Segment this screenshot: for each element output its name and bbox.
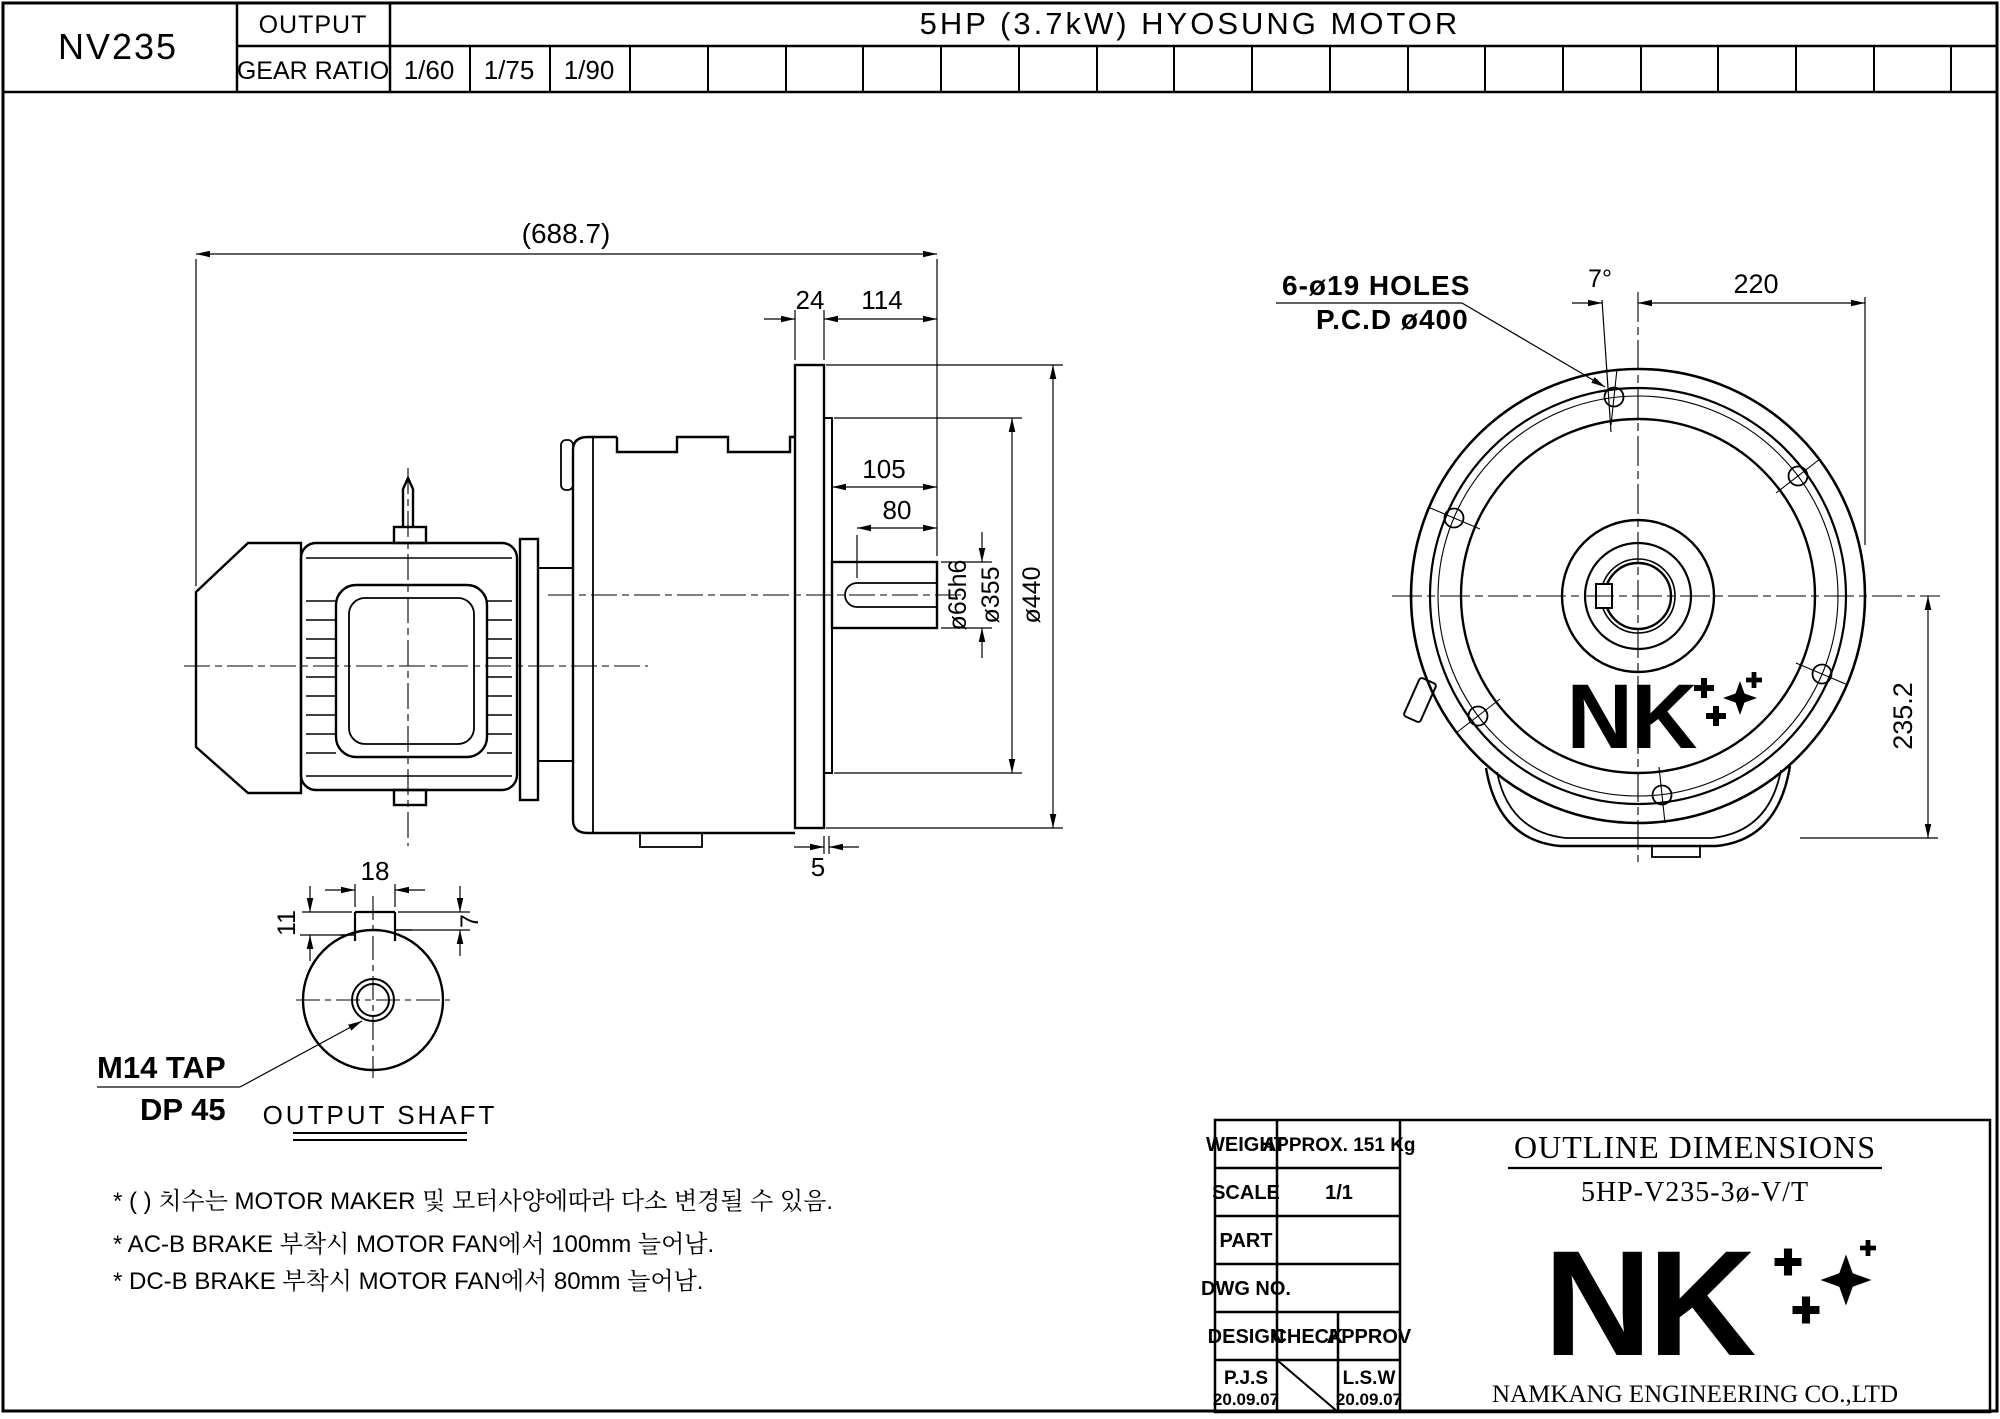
- approv-label: APPROV: [1326, 1326, 1412, 1348]
- dim-shaft-dia: ø65h6: [944, 559, 972, 631]
- gear-ratio-1-75: 1/75: [483, 55, 535, 85]
- dim-spigot-dia: ø355: [977, 566, 1005, 624]
- tap-depth-label: DP 45: [140, 1092, 226, 1127]
- company-name: NAMKANG ENGINEERING CO.,LTD: [1492, 1381, 1898, 1408]
- title-logo-sparkles: [1775, 1240, 1877, 1324]
- model-code: NV235: [57, 26, 179, 67]
- side-view: [184, 254, 1063, 854]
- design-label: DESIGN: [1207, 1326, 1285, 1348]
- output-label: OUTPUT: [258, 11, 368, 39]
- dim-114: 114: [861, 285, 903, 315]
- weight-value: APPROX. 151 Kg: [1262, 1135, 1416, 1156]
- dim-flange-dia: ø440: [1018, 566, 1046, 624]
- design-date: 20.09.07: [1212, 1390, 1280, 1409]
- motor-spec: 5HP (3.7kW) HYOSUNG MOTOR: [919, 6, 1461, 41]
- dim-overall: (688.7): [521, 218, 611, 249]
- dwg-label: DWG NO.: [1201, 1278, 1291, 1300]
- gearbox-housing: [561, 437, 795, 847]
- output-flange: [795, 365, 824, 828]
- drawing-subtitle: 5HP-V235-3ø-V/T: [1580, 1177, 1810, 1208]
- terminal-frame-inner: [349, 598, 474, 744]
- housing-bottom-tab: [1652, 846, 1700, 857]
- gear-ratio-1-90: 1/90: [563, 55, 615, 85]
- eyebolt-base: [394, 527, 426, 543]
- dim-220: 220: [1733, 269, 1779, 299]
- part-label: PART: [1219, 1230, 1273, 1252]
- approver-name: L.S.W: [1342, 1368, 1396, 1389]
- dim-80: 80: [882, 495, 912, 525]
- side-dimensions: [196, 254, 1063, 854]
- dim-7: 7: [456, 914, 484, 928]
- approve-date: 20.09.07: [1335, 1390, 1403, 1409]
- company-logo-text: NK: [1543, 1219, 1753, 1387]
- note-2: * AC-B BRAKE 부착시 MOTOR FAN에서 100mm 늘어남.: [113, 1231, 715, 1258]
- dim-24: 24: [795, 285, 825, 315]
- motor-foot: [394, 790, 426, 805]
- holes-label: 6-ø19 HOLES: [1282, 270, 1471, 301]
- shaft-detail-caption: OUTPUT SHAFT: [262, 1100, 498, 1130]
- dim-235-2: 235.2: [1888, 682, 1918, 750]
- note-3: * DC-B BRAKE 부착시 MOTOR FAN에서 80mm 늘어남.: [113, 1268, 704, 1295]
- motor-flange-plate: [520, 539, 538, 800]
- check-label: CHECK: [1272, 1326, 1344, 1348]
- side-dim-labels: [522, 218, 1046, 882]
- designer-name: P.J.S: [1223, 1368, 1269, 1389]
- dim-5: 5: [810, 852, 826, 882]
- title-block-text: [1201, 1129, 1898, 1409]
- front-logo-sparkles: [1694, 672, 1762, 726]
- dim-18: 18: [360, 856, 390, 886]
- front-view: [1276, 292, 1940, 862]
- drawing-title: OUTLINE DIMENSIONS: [1514, 1129, 1876, 1165]
- front-logo-text: NK: [1566, 666, 1696, 768]
- scale-label: SCALE: [1212, 1182, 1280, 1204]
- dim-7deg: 7°: [1588, 265, 1612, 293]
- gear-ratio-1-60: 1/60: [403, 55, 455, 85]
- weight-label: WEIGHT: [1206, 1134, 1286, 1156]
- fan-cover: [196, 543, 301, 793]
- gear-ratio-label: GEAR RATIO: [236, 57, 390, 85]
- dim-11: 11: [273, 910, 301, 936]
- notes: [113, 1188, 833, 1295]
- terminal-frame-outer: [336, 585, 487, 757]
- detail-centerlines: [296, 896, 450, 1078]
- tap-label: M14 TAP: [97, 1050, 226, 1085]
- note-1: * ( ) 치수는 MOTOR MAKER 및 모터사양에따라 다소 변경될 수 있음.: [113, 1188, 834, 1215]
- pcd-label: P.C.D ø400: [1316, 304, 1469, 335]
- scale-value: 1/1: [1325, 1182, 1353, 1204]
- dim-105: 105: [862, 454, 906, 484]
- drain-lug: [1403, 677, 1437, 723]
